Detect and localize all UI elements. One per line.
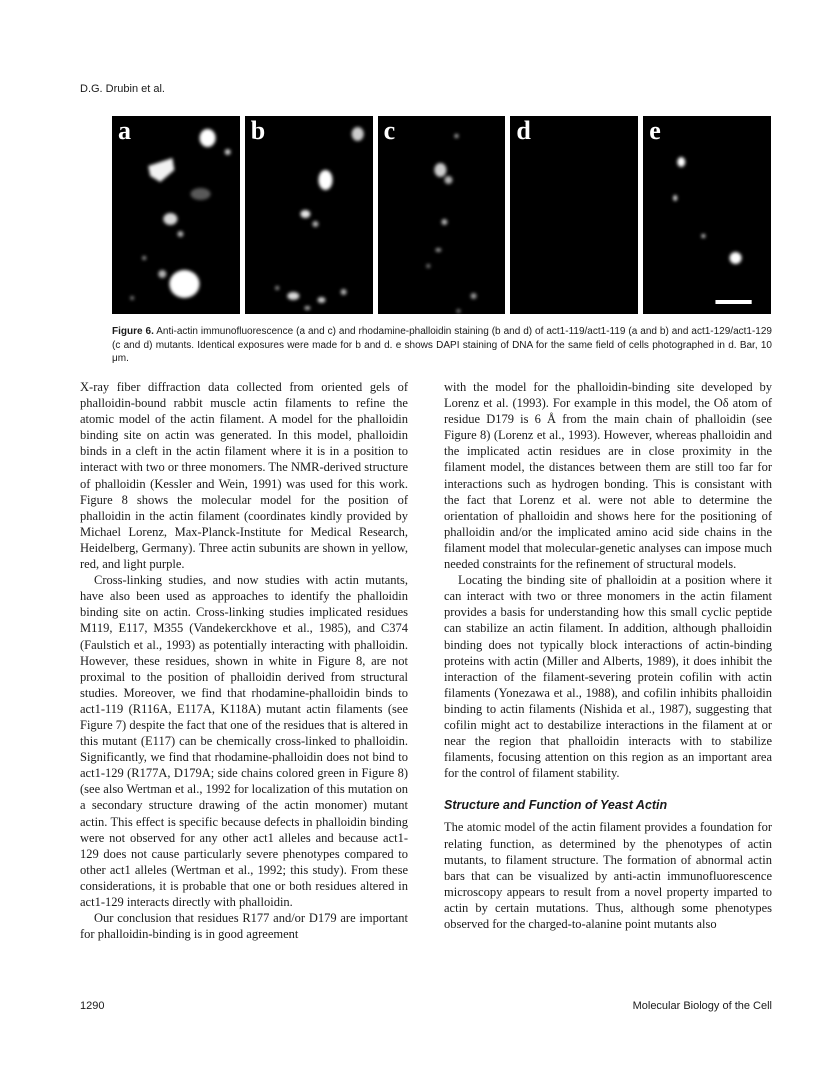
paragraph: Cross-linking studies, and now studies with actin mutants, have also been used as approaches to identify the phalloidin binding site on actin. Cross-linking studies implicated residues M119, E117, M355 (Vandekerckhove et al., 1985), and C374 (Faulstich et al., 1993) as potentially interacting with phalloidin. However, these residues, shown in white in Figure 8, are not proximal to the position of phalloidin derived from structural studies. Moreover, we find that rhodamine-phalloidin binds to act1-119 (R116A, E117A, K118A) mutant actin filaments (see Figure 7) despite the fact that one of the residues that is altered in this mutant (E117) can be chemically cross-linked to phalloidin. Significantly, we find that rhodamine-phalloidin does not bind to act1-129 (R177A, D179A; side chains colored green in Figure 8) (see also Wertman et al., 1992 for localization of this mutation on a secondary structure drawing of the actin monomer) mutant actin. This effect is specific because defects in phalloidin binding were not observed for any other act1 alleles and because act1-129 does not cause particularly severe phenotypes compared to other act1 alleles (Wertman et al., 1992; this study). From these considerations, it is probable that one or both residues altered in act1-129 interacts directly with phalloidin. (80, 573, 408, 909)
journal-name: Molecular Biology of the Cell (632, 1000, 772, 1012)
running-head: D.G. Drubin et al. (80, 83, 165, 95)
caption-text: Anti-actin immunofluorescence (a and c) and rhodamine-phalloidin staining (b and d) of act1-119/act1-119 (a and b) and act1-129/act1-129 (c and d) mutants. Identical exposures were made for b and d. e shows DAPI staining of DNA for the same field of cells photographed in d. Bar, 10 μm. (112, 326, 772, 364)
micrograph-d (510, 116, 638, 314)
page-number: 1290 (80, 1000, 105, 1012)
panel-label-e: e (649, 116, 661, 145)
figure-panel-a (112, 116, 240, 314)
figure-6 (112, 116, 771, 314)
section-heading: Structure and Function of Yeast Actin (444, 798, 668, 813)
figure-panel-c (378, 116, 506, 314)
paragraph: Our conclusion that residues R177 and/or D179 are important for phalloidin-binding is in good agreement (80, 911, 408, 942)
micrograph-a (112, 116, 240, 314)
paragraph: The atomic model of the actin filament provides a foundation for relating function, as determined by the phenotypes of actin mutants, to filament structure. The formation of abnormal actin bars that can be visualized by anti-actin immunofluorescence microscopy appears to result from a novel property imparted to actin by certain mutations. Thus, although some phenotypes observed for the charged-to-alanine point mutants also (444, 820, 772, 931)
caption-label: Figure 6. (112, 326, 154, 337)
panel-label-a: a (118, 116, 131, 145)
figure-panel-d (510, 116, 638, 314)
figure-panel-b (245, 116, 373, 314)
figure-caption (112, 325, 772, 366)
paragraph: X-ray fiber diffraction data collected from oriented gels of phalloidin-bound rabbit muscle actin filaments to refine the atomic model of the actin filament. A model for the phalloidin binding site on actin was generated. In this model, phalloidin binds in a cleft in the actin filament where it is in a position to interact with two or three monomers. The NMR-derived structure of phalloidin (Kessler and Wein, 1991) was used for this work. Figure 8 shows the molecular model for the position of phalloidin in the actin filament (coordinates kindly provided by Michael Lorenz, Max-Planck-Institute for Medical Research, Heidelberg, Germany). Three actin subunits are shown in yellow, red, and light purple. (80, 380, 408, 572)
panel-label-b: b (250, 116, 266, 145)
right-column (444, 379, 772, 932)
micrograph-e (643, 116, 771, 314)
left-column (80, 379, 408, 942)
figure-panel-e (643, 116, 771, 314)
micrograph-c (378, 116, 506, 314)
scale-bar (716, 300, 752, 304)
paragraph: with the model for the phalloidin-binding site developed by Lorenz et al. (1993). For example in this model, the Oδ atom of residue D179 is 6 Å from the main chain of phalloidin (see Figure 8) (Lorenz et al., 1993). However, whereas phalloidin and the implicated actin residues are in close proximity in the filament model, the distances between them are still too far for interactions such as hydrogen bonding. This is consistant with the fact that Lorenz et al. were not able to determine the orientation of phalloidin and shows here for the positioning of phalloidin and/or the implicated amino acid side chains in the filament model that molecular-genetic analyses can impose much needed constraints for the refinement of structural models. (444, 380, 772, 572)
panel-label-c: c (383, 116, 396, 145)
panel-label-d: d (516, 116, 531, 145)
paragraph: Locating the binding site of phalloidin at a position where it can interact with two or three monomers in the actin filament provides a basis for understanding how this small cyclic peptide can stabilize an actin filament. In addition, although phalloidin binding does not typically block interactions of actin-binding proteins with actin (Miller and Alberts, 1989), it does inhibit the interaction of the filament-severing protein cofilin with actin filaments (Yonezawa et al., 1988), and cofilin inhibits phalloidin binding to actin filaments (Nishida et al., 1987), suggesting that cofilin might act to destabilize interactions in the filament at or near the region that phalloidin interacts with to stabilize filaments, focusing attention on this region as an important area for the control of filament stability. (444, 573, 772, 781)
micrograph-b (245, 116, 373, 314)
